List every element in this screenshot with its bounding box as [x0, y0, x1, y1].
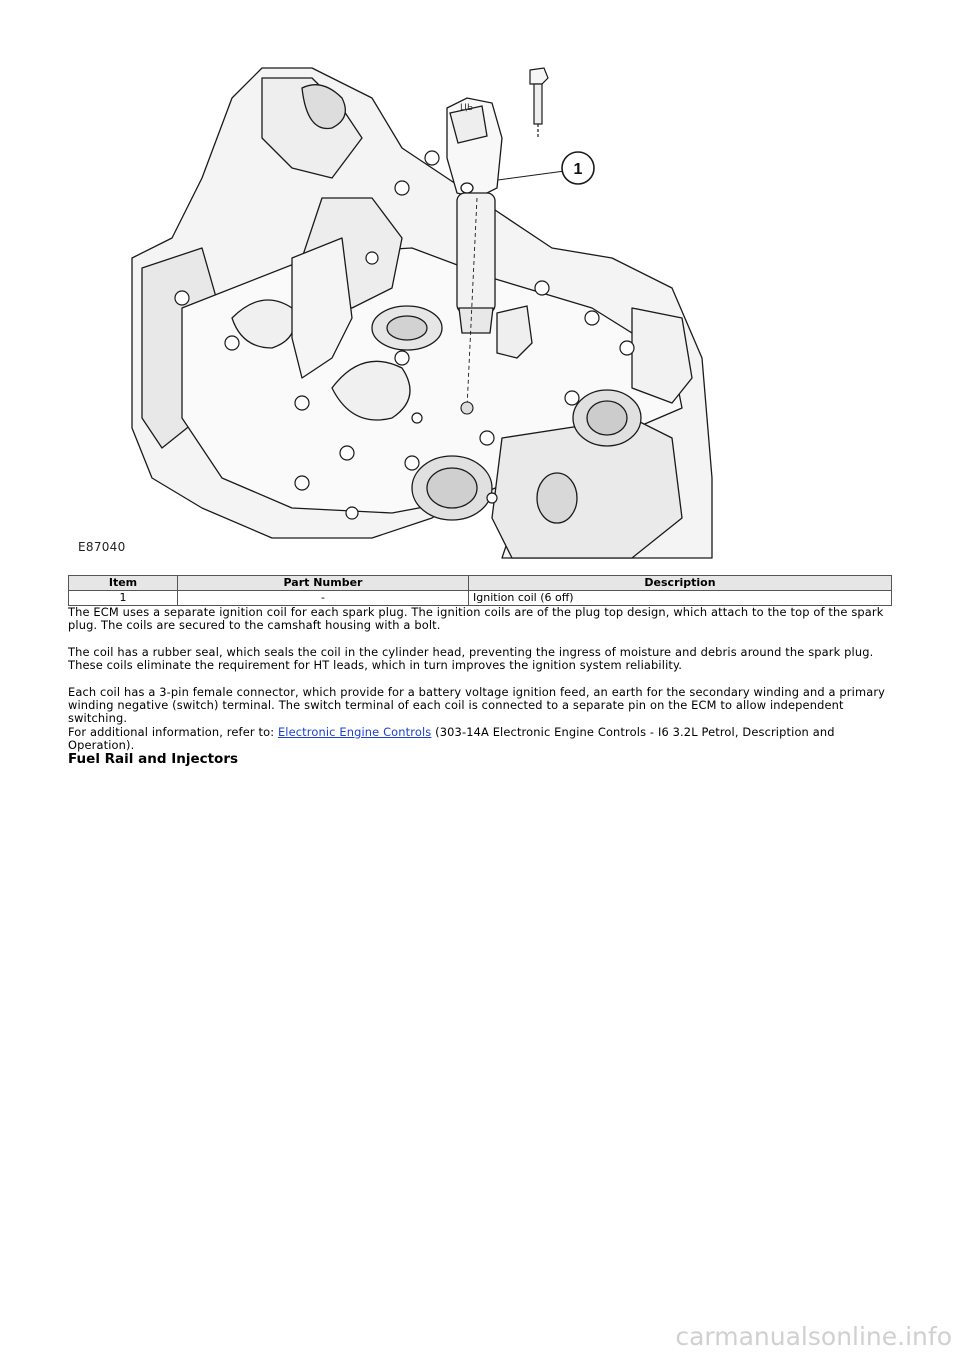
- reference-prefix: For additional information, refer to:: [68, 724, 278, 739]
- header-description: Description: [469, 576, 892, 591]
- cell-description: Ignition coil (6 off): [469, 591, 892, 606]
- reference-line: [68, 726, 896, 753]
- table-row: [69, 591, 892, 606]
- header-part-number: Part Number: [178, 576, 469, 591]
- cell-part-number: -: [178, 591, 469, 606]
- table-header-row: [69, 576, 892, 591]
- parts-table: [68, 575, 892, 606]
- paragraph-rubber-seal: The coil has a rubber seal, which seals the coil in the cylinder head, preventing the ingress of moisture and debris around the spark plug. These coils eliminate the requirement for HT leads, which in turn improves the ignition system reliability.: [68, 644, 874, 673]
- cell-item: 1: [69, 591, 178, 606]
- callout-1-label: 1: [573, 161, 583, 178]
- figure-id: E87040: [78, 540, 126, 554]
- watermark: carmanualsonline.info: [675, 1322, 952, 1351]
- header-item: Item: [69, 576, 178, 591]
- svg-text:ЦЬ: ЦЬ: [460, 103, 474, 113]
- reference-suffix: (303-14A Electronic Engine Controls - I6 3.2L Petrol, Description and Operation).: [68, 724, 835, 753]
- engine-illustration: [72, 58, 722, 560]
- section-heading: Fuel Rail and Injectors: [68, 751, 239, 767]
- paragraph-ecm-coils: The ECM uses a separate ignition coil for each spark plug. The ignition coils are of the plug top design, which attach to the top of the spark plug. The coils are secured to the camshaft housing with a bolt.: [68, 605, 884, 633]
- paragraph-connector: Each coil has a 3-pin female connector, which provide for a battery voltage ignition feed, an earth for the secondary winding and a primary winding negative (switch) terminal. The switch terminal of each coil is connected to a separate pin on the ECM to allow independent switching.: [68, 684, 886, 726]
- electronic-engine-controls-link[interactable]: Electronic Engine Controls: [277, 724, 432, 739]
- body-text: [68, 606, 896, 766]
